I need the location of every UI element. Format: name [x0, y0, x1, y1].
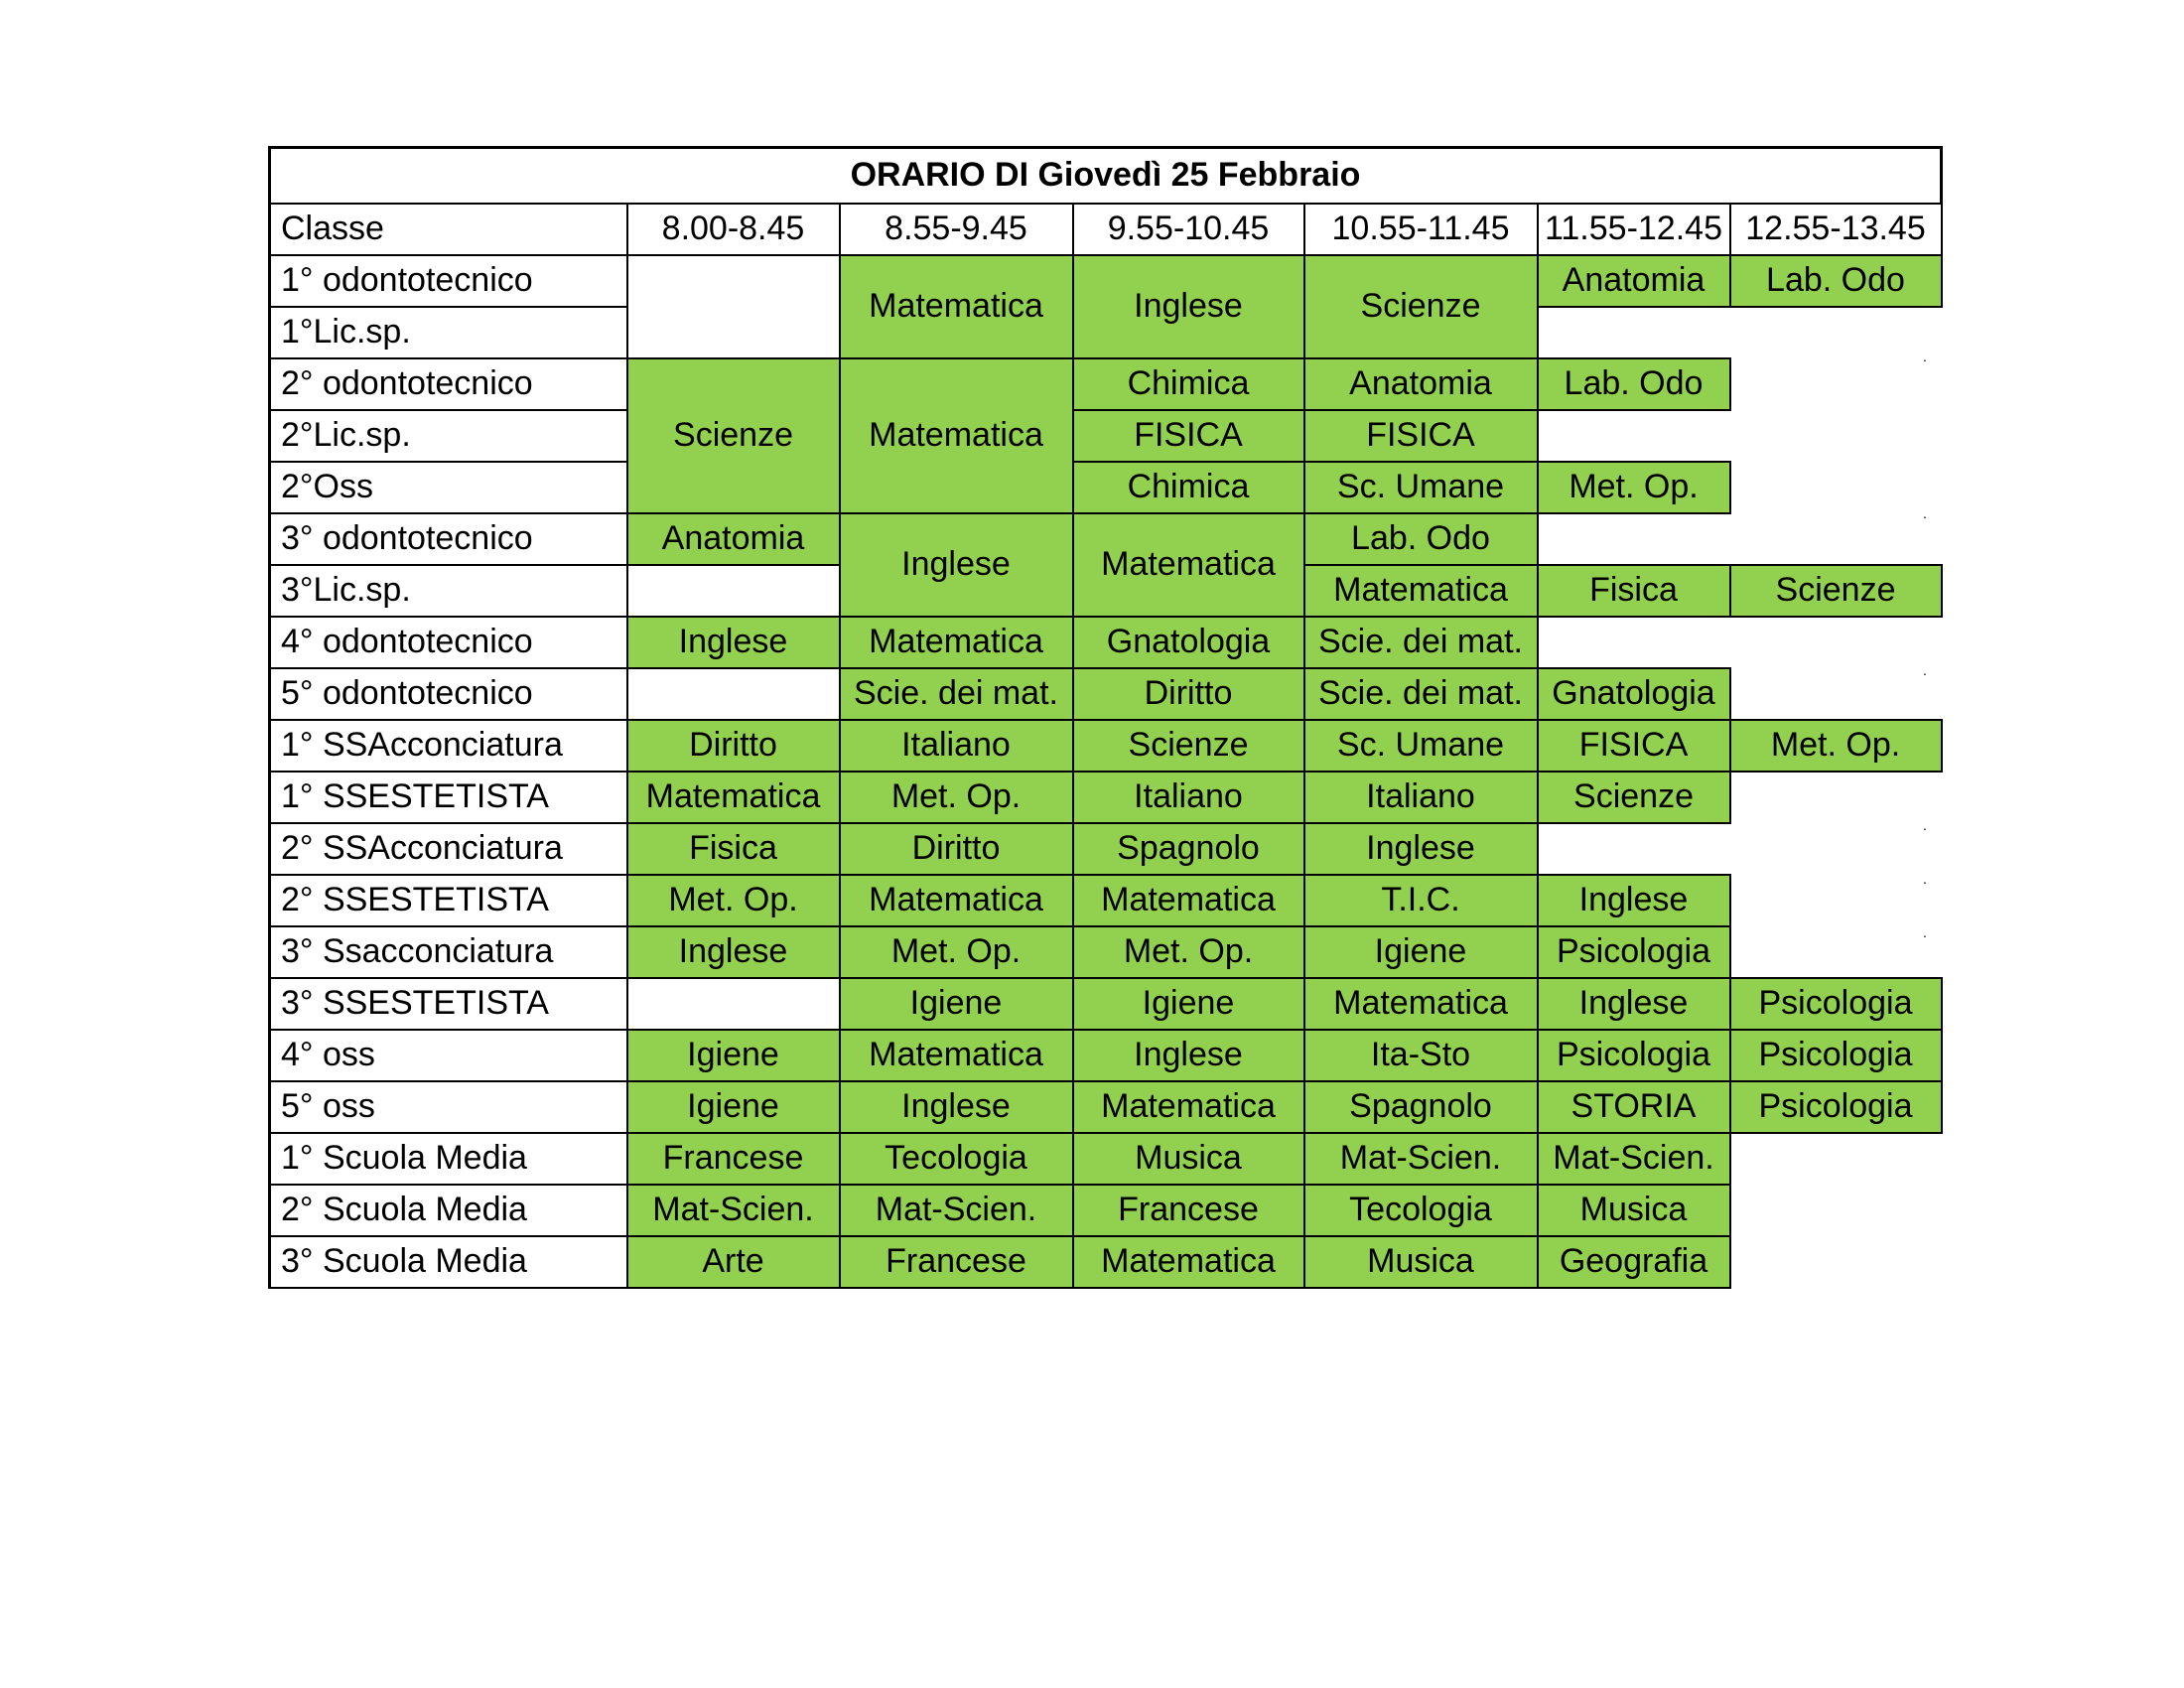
subject-cell: Chimica: [1073, 462, 1304, 513]
subject-cell: Mat-Scien.: [1538, 1133, 1730, 1185]
subject-cell: Sc. Umane: [1304, 720, 1538, 772]
subject-cell: Scie. dei mat.: [840, 668, 1073, 720]
empty-cell: [1538, 513, 1730, 565]
subject-cell: Anatomia: [1538, 255, 1730, 307]
subject-cell: Igiene: [840, 978, 1073, 1030]
subject-cell: Matematica: [840, 875, 1073, 926]
header-slot-5: 11.55-12.45: [1538, 204, 1730, 255]
class-name: 3° Scuola Media: [270, 1236, 627, 1288]
table-row: [270, 410, 1942, 462]
timetable: [268, 146, 1943, 1289]
subject-cell: Diritto: [840, 823, 1073, 875]
subject-cell: Met. Op.: [1730, 720, 1942, 772]
subject-cell: Fisica: [627, 823, 840, 875]
class-name: 3° odontotecnico: [270, 513, 627, 565]
subject-cell: Lab. Odo: [1304, 513, 1538, 565]
header-slot-1: 8.00-8.45: [627, 204, 840, 255]
table-row: [270, 1081, 1942, 1133]
subject-cell: Ita-Sto: [1304, 1030, 1538, 1081]
subject-cell: Italiano: [840, 720, 1073, 772]
empty-cell: [1538, 307, 1730, 358]
class-name: 3°Lic.sp.: [270, 565, 627, 617]
subject-cell: Tecologia: [1304, 1185, 1538, 1236]
subject-cell: Anatomia: [627, 513, 840, 565]
class-name: 1° SSESTETISTA: [270, 772, 627, 823]
subject-cell: Inglese: [840, 513, 1073, 617]
subject-cell: Scienze: [1304, 255, 1538, 358]
class-name: 2°Lic.sp.: [270, 410, 627, 462]
subject-cell: Matematica: [1073, 1236, 1304, 1288]
timetable-title: ORARIO DI Giovedì 25 Febbraio: [270, 148, 1942, 204]
subject-cell: Arte: [627, 1236, 840, 1288]
table-row: [270, 823, 1942, 875]
subject-cell: Gnatologia: [1538, 668, 1730, 720]
subject-cell: Psicologia: [1730, 1081, 1942, 1133]
table-row: [270, 978, 1942, 1030]
empty-cell: [627, 565, 840, 617]
subject-cell: Met. Op.: [627, 875, 840, 926]
margin-mark: .: [1923, 349, 1927, 364]
subject-cell: Anatomia: [1304, 358, 1538, 410]
subject-cell: Igiene: [1304, 926, 1538, 978]
table-row: [270, 1030, 1942, 1081]
subject-cell: Matematica: [1073, 1081, 1304, 1133]
subject-cell: Diritto: [627, 720, 840, 772]
subject-cell: Chimica: [1073, 358, 1304, 410]
subject-cell: Inglese: [1304, 823, 1538, 875]
class-name: 5° oss: [270, 1081, 627, 1133]
subject-cell: Scienze: [627, 358, 840, 513]
subject-cell: FISICA: [1304, 410, 1538, 462]
empty-cell: [1538, 410, 1730, 462]
empty-cell: [1730, 617, 1942, 668]
empty-cell: [627, 668, 840, 720]
empty-cell: [1730, 410, 1942, 462]
header-classe: Classe: [270, 204, 627, 255]
subject-cell: Scienze: [1538, 772, 1730, 823]
subject-cell: Inglese: [1073, 255, 1304, 358]
margin-mark: .: [1923, 924, 1927, 940]
table-row: [270, 1185, 1942, 1236]
subject-cell: Musica: [1073, 1133, 1304, 1185]
table-row: [270, 720, 1942, 772]
subject-cell: Scienze: [1730, 565, 1942, 617]
table-row: [270, 462, 1942, 513]
subject-cell: Igiene: [627, 1081, 840, 1133]
empty-cell: [1538, 823, 1730, 875]
subject-cell: Tecologia: [840, 1133, 1073, 1185]
subject-cell: Spagnolo: [1304, 1081, 1538, 1133]
subject-cell: Lab. Odo: [1538, 358, 1730, 410]
empty-cell: [1730, 1133, 1942, 1185]
subject-cell: Igiene: [1073, 978, 1304, 1030]
class-name: 2° SSAcconciatura: [270, 823, 627, 875]
class-name: 1° SSAcconciatura: [270, 720, 627, 772]
subject-cell: Matematica: [1073, 513, 1304, 617]
empty-cell: [1538, 617, 1730, 668]
class-name: 2° odontotecnico: [270, 358, 627, 410]
subject-cell: Italiano: [1073, 772, 1304, 823]
class-name: 1°Lic.sp.: [270, 307, 627, 358]
subject-cell: Matematica: [840, 1030, 1073, 1081]
subject-cell: Matematica: [1073, 875, 1304, 926]
subject-cell: Met. Op.: [840, 926, 1073, 978]
subject-cell: Igiene: [627, 1030, 840, 1081]
empty-cell: [1730, 462, 1942, 513]
subject-cell: Spagnolo: [1073, 823, 1304, 875]
table-row: [270, 617, 1942, 668]
subject-cell: Scie. dei mat.: [1304, 617, 1538, 668]
empty-cell: [1730, 668, 1942, 720]
subject-cell: Diritto: [1073, 668, 1304, 720]
subject-cell: Inglese: [1538, 978, 1730, 1030]
subject-cell: Psicologia: [1538, 926, 1730, 978]
subject-cell: Italiano: [1304, 772, 1538, 823]
class-name: 3° Ssacconciatura: [270, 926, 627, 978]
empty-cell: [1730, 926, 1942, 978]
subject-cell: Mat-Scien.: [840, 1185, 1073, 1236]
subject-cell: Sc. Umane: [1304, 462, 1538, 513]
subject-cell: Fisica: [1538, 565, 1730, 617]
subject-cell: Psicologia: [1730, 978, 1942, 1030]
subject-cell: Inglese: [1538, 875, 1730, 926]
header-slot-6: 12.55-13.45: [1730, 204, 1942, 255]
subject-cell: Matematica: [627, 772, 840, 823]
header-slot-2: 8.55-9.45: [840, 204, 1073, 255]
subject-cell: Psicologia: [1538, 1030, 1730, 1081]
empty-cell: [1730, 875, 1942, 926]
subject-cell: Gnatologia: [1073, 617, 1304, 668]
subject-cell: T.I.C.: [1304, 875, 1538, 926]
header-row: [270, 204, 1942, 255]
table-row: [270, 358, 1942, 410]
subject-cell: STORIA: [1538, 1081, 1730, 1133]
margin-mark: .: [1923, 817, 1927, 833]
empty-cell: [1730, 307, 1942, 358]
table-row: [270, 772, 1942, 823]
empty-cell: [1730, 1185, 1942, 1236]
subject-cell: Mat-Scien.: [1304, 1133, 1538, 1185]
subject-cell: Matematica: [1304, 565, 1538, 617]
subject-cell: Francese: [627, 1133, 840, 1185]
empty-cell: [1730, 1236, 1942, 1288]
table-row: [270, 513, 1942, 565]
table-row: [270, 668, 1942, 720]
subject-cell: Francese: [1073, 1185, 1304, 1236]
class-name: 4° odontotecnico: [270, 617, 627, 668]
empty-cell: [1730, 772, 1942, 823]
class-name: 1° odontotecnico: [270, 255, 627, 307]
class-name: 1° Scuola Media: [270, 1133, 627, 1185]
subject-cell: Met. Op.: [1073, 926, 1304, 978]
table-row: [270, 1236, 1942, 1288]
subject-cell: Met. Op.: [1538, 462, 1730, 513]
class-name: 2° SSESTETISTA: [270, 875, 627, 926]
empty-cell: [1730, 513, 1942, 565]
table-row: [270, 1133, 1942, 1185]
subject-cell: Inglese: [627, 926, 840, 978]
class-name: 2°Oss: [270, 462, 627, 513]
table-row: [270, 255, 1942, 307]
empty-cell: [627, 255, 840, 358]
subject-cell: Matematica: [840, 617, 1073, 668]
empty-cell: [627, 978, 840, 1030]
subject-cell: FISICA: [1073, 410, 1304, 462]
subject-cell: Inglese: [627, 617, 840, 668]
header-slot-4: 10.55-11.45: [1304, 204, 1538, 255]
subject-cell: FISICA: [1538, 720, 1730, 772]
empty-cell: [1730, 358, 1942, 410]
header-slot-3: 9.55-10.45: [1073, 204, 1304, 255]
class-name: 5° odontotecnico: [270, 668, 627, 720]
subject-cell: Inglese: [840, 1081, 1073, 1133]
subject-cell: Musica: [1304, 1236, 1538, 1288]
subject-cell: Met. Op.: [840, 772, 1073, 823]
subject-cell: Scie. dei mat.: [1304, 668, 1538, 720]
table-row: [270, 875, 1942, 926]
subject-cell: Matematica: [1304, 978, 1538, 1030]
subject-cell: Psicologia: [1730, 1030, 1942, 1081]
empty-cell: [1730, 823, 1942, 875]
margin-mark: .: [1923, 505, 1927, 521]
subject-cell: Lab. Odo: [1730, 255, 1942, 307]
subject-cell: Musica: [1538, 1185, 1730, 1236]
class-name: 2° Scuola Media: [270, 1185, 627, 1236]
subject-cell: Geografia: [1538, 1236, 1730, 1288]
table-row: [270, 926, 1942, 978]
margin-mark: .: [1923, 871, 1927, 887]
subject-cell: Matematica: [840, 255, 1073, 358]
subject-cell: Mat-Scien.: [627, 1185, 840, 1236]
subject-cell: Inglese: [1073, 1030, 1304, 1081]
subject-cell: Matematica: [840, 358, 1073, 513]
class-name: 3° SSESTETISTA: [270, 978, 627, 1030]
subject-cell: Scienze: [1073, 720, 1304, 772]
class-name: 4° oss: [270, 1030, 627, 1081]
margin-mark: .: [1923, 662, 1927, 678]
subject-cell: Francese: [840, 1236, 1073, 1288]
